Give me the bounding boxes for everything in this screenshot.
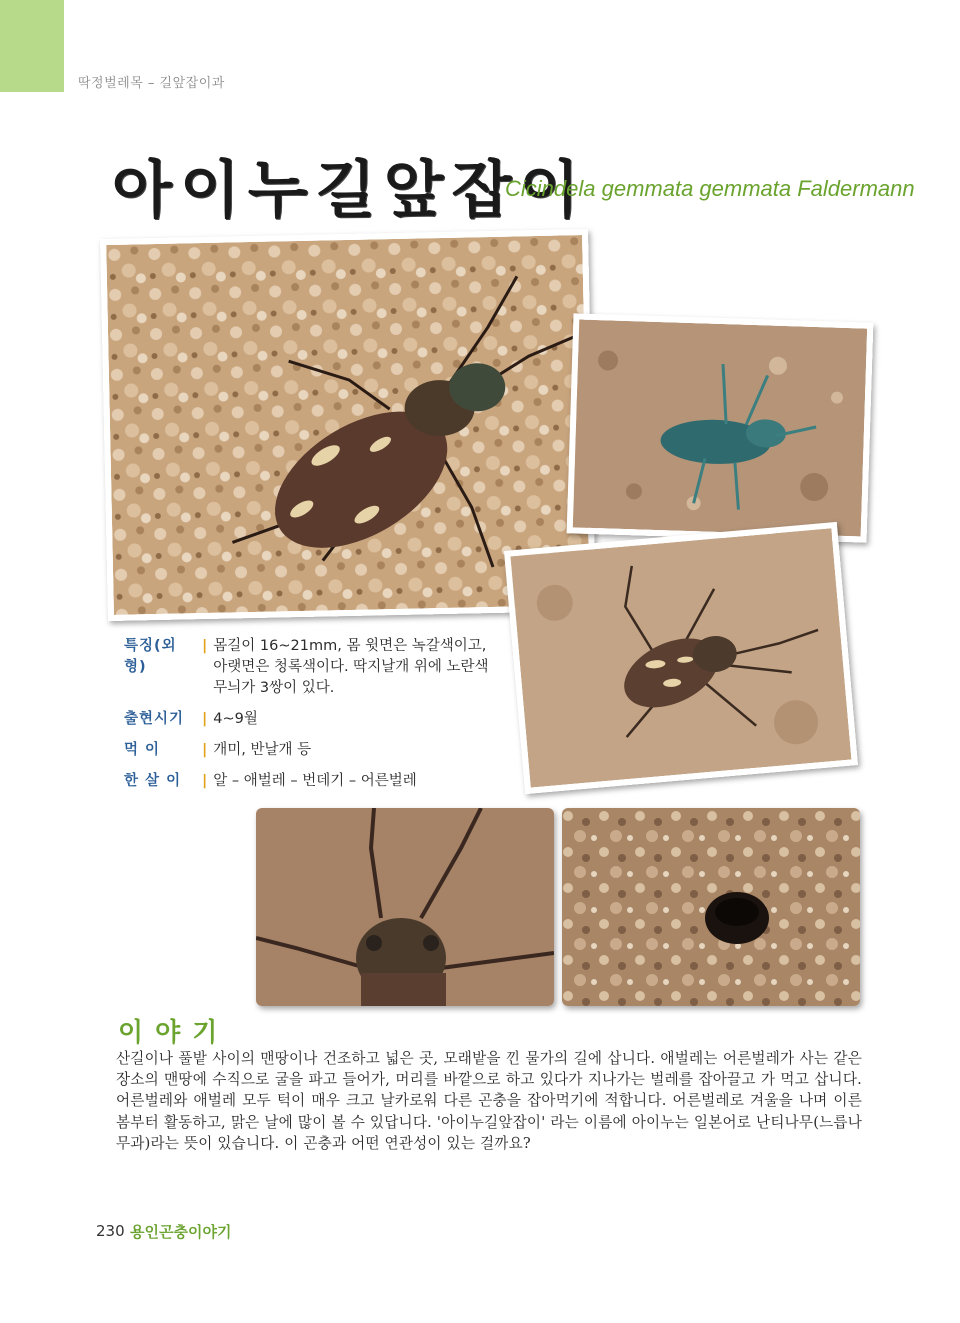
corner-tab <box>0 0 64 92</box>
story-heading: 이야기 <box>118 1018 230 1048</box>
breadcrumb: 딱정벌레목 – 길앞잡이과 <box>78 76 225 91</box>
separator: | <box>202 773 208 789</box>
info-row-season <box>124 709 504 730</box>
info-label-features: 특징(외형) <box>124 638 177 675</box>
separator: | <box>202 711 208 727</box>
info-row-lifecycle <box>124 771 504 792</box>
underside-beetle-photo <box>567 313 874 542</box>
info-row-features <box>124 636 504 699</box>
page-title: 아이누길앞잡이 <box>112 153 588 226</box>
beetle-head-photo <box>256 808 554 1006</box>
scientific-name: Cicindela gemmata gemmata Faldermann <box>505 176 915 201</box>
info-label-food: 먹 이 <box>124 742 161 758</box>
book-title: 용인곤충이야기 <box>130 1223 232 1241</box>
separator: | <box>202 638 208 654</box>
info-value-food: 개미, 반날개 등 <box>213 742 312 758</box>
info-label-season: 출현시기 <box>124 711 185 727</box>
info-label-lifecycle: 한 살 이 <box>124 773 182 789</box>
page-number: 230 <box>96 1222 125 1240</box>
info-row-food <box>124 740 504 761</box>
info-value-features: 몸길이 16~21mm, 몸 윗면은 녹갈색이고, 아랫면은 청록색이다. 딱지날개 위에 노란색 무늬가 3쌍이 있다. <box>213 638 489 696</box>
info-table <box>124 636 504 802</box>
story-body: 산길이나 풀밭 사이의 맨땅이나 건조하고 넓은 곳, 모래밭을 낀 물가의 길에 삽니다. 애벌레는 어른벌레가 사는 같은 장소의 맨땅에 수직으로 굴을 파고 들어가, 머리를 바깥으로 하고 있다가 지나가는 벌레를 잡아끌고 가 먹고 삽니다. 어른벌레와 애벌레 모두 턱이 매우 크고 날카로워 다른 곤충을 잡아먹기에 적합니다. 어른벌레로 겨울을 나며 이른 봄부터 활동하고, 맑은 날에 많이 볼 수 있답니다. '아이누길앞잡이' 라는 이름에 아이누는 일본어로 난티나무(느릅나무과)라는 뜻이 있습니다. 이 곤충과 어떤 연관성이 있는 걸까요? <box>116 1050 862 1152</box>
info-value-lifecycle: 알 – 애벌레 – 번데기 – 어른벌레 <box>213 773 417 789</box>
beetle-topview-photo <box>504 522 858 794</box>
info-value-season: 4~9월 <box>213 711 258 727</box>
separator: | <box>202 742 208 758</box>
larva-burrow-photo <box>562 808 860 1006</box>
